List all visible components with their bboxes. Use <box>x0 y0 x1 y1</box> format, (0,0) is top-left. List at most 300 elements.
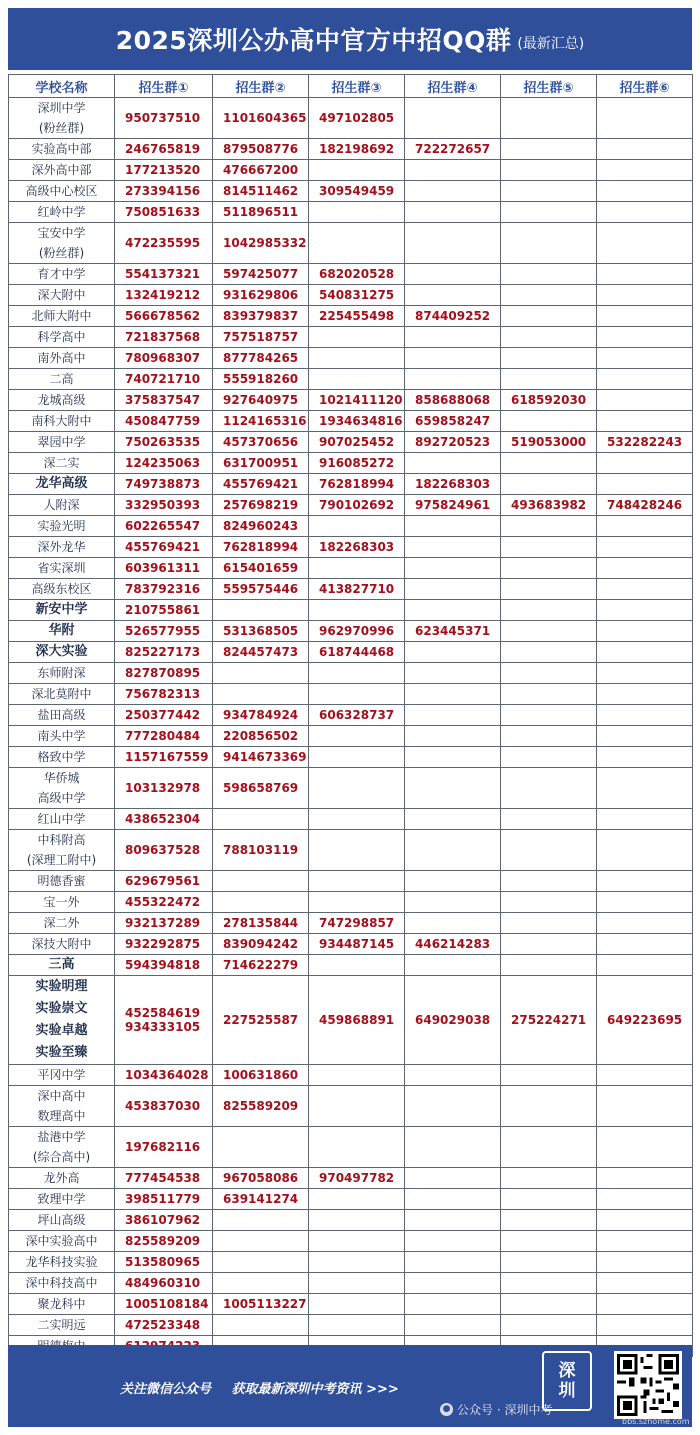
school-name-line: 实验光明 <box>37 519 86 533</box>
table-row <box>9 1127 693 1168</box>
qq-group-number-2: 839094242 <box>213 934 309 955</box>
qq-group-number-1: 453837030 <box>115 1086 213 1127</box>
qq-group-number-1: 554137321 <box>115 264 213 285</box>
qq-group-number-3: 934487145 <box>309 934 405 955</box>
page-title: 2025深圳公办高中官方中招QQ群 <box>115 26 512 55</box>
qq-group-number-3 <box>309 768 405 809</box>
qq-group-number-5 <box>501 1252 597 1273</box>
table-row <box>9 747 693 768</box>
school-name <box>9 264 115 285</box>
qq-group-number-2: 455769421 <box>213 474 309 495</box>
qq-group-number-3: 762818994 <box>309 474 405 495</box>
table-row <box>9 1189 693 1210</box>
qq-group-number-2: 825589209 <box>213 1086 309 1127</box>
school-name-line: 南外高中 <box>37 351 86 365</box>
table-row <box>9 1252 693 1273</box>
school-name <box>9 705 115 726</box>
qq-group-number-5: 275224271 <box>501 976 597 1065</box>
qq-group-number-1: 780968307 <box>115 348 213 369</box>
qq-group-number-4 <box>405 160 501 181</box>
qq-group-number-1: 825227173 <box>115 642 213 663</box>
qq-group-number-1: 749738873 <box>115 474 213 495</box>
qq-group-number-6 <box>597 1273 693 1294</box>
qq-group-number-1: 197682116 <box>115 1127 213 1168</box>
qq-group-number-6 <box>597 809 693 830</box>
qq-group-number-5 <box>501 1065 597 1086</box>
school-name <box>9 747 115 768</box>
qq-group-number-6 <box>597 181 693 202</box>
school-name <box>9 809 115 830</box>
school-name-line: (粉丝群) <box>38 121 85 135</box>
qq-group-number-5 <box>501 934 597 955</box>
school-name <box>9 726 115 747</box>
qq-group-number-5 <box>501 369 597 390</box>
school-name-line: 深大实验 <box>35 644 88 659</box>
qq-group-number-2 <box>213 1252 309 1273</box>
school-name <box>9 139 115 160</box>
qq-group-number-3: 182198692 <box>309 139 405 160</box>
qq-group-number-1: 950737510 <box>115 98 213 139</box>
qq-group-number-2: 927640975 <box>213 390 309 411</box>
qq-group-number-5 <box>501 726 597 747</box>
school-name <box>9 537 115 558</box>
table-row <box>9 160 693 181</box>
qq-group-number-6 <box>597 830 693 871</box>
qq-group-number-5 <box>501 1189 597 1210</box>
qq-group-number-4: 182268303 <box>405 474 501 495</box>
school-name <box>9 411 115 432</box>
qq-group-number-4 <box>405 327 501 348</box>
qq-group-number-6 <box>597 139 693 160</box>
qq-group-number-2: 597425077 <box>213 264 309 285</box>
school-name-line: 东师附深 <box>37 666 86 680</box>
table-row <box>9 306 693 327</box>
header-group-4: 招生群④ <box>405 75 501 98</box>
qq-group-number-6 <box>597 684 693 705</box>
school-name-line: 高级中学 <box>37 791 86 805</box>
table-row <box>9 1231 693 1252</box>
qq-group-number-5 <box>501 306 597 327</box>
qq-group-number-4: 649029038 <box>405 976 501 1065</box>
qq-group-number-5: 493683982 <box>501 495 597 516</box>
qq-group-number-3: 497102805 <box>309 98 405 139</box>
table-row <box>9 223 693 264</box>
school-name-line: 红山中学 <box>37 812 86 826</box>
school-name <box>9 390 115 411</box>
qq-group-number-5 <box>501 684 597 705</box>
qq-group-number-3 <box>309 202 405 223</box>
qq-group-number-1: 777454538 <box>115 1168 213 1189</box>
qq-group-number-line: 934333105 <box>125 1020 201 1034</box>
school-name <box>9 1086 115 1127</box>
school-name-line: 翠园中学 <box>37 435 86 449</box>
qq-group-number-2: 1042985332 <box>213 223 309 264</box>
table-row <box>9 871 693 892</box>
school-name-line: 宝安中学 <box>37 226 86 240</box>
qq-group-number-1: 756782313 <box>115 684 213 705</box>
school-name <box>9 516 115 537</box>
qq-group-number-4 <box>405 1252 501 1273</box>
school-name-line: 宝一外 <box>43 895 80 909</box>
qq-group-number-3: 916085272 <box>309 453 405 474</box>
qq-group-number-2: 100631860 <box>213 1065 309 1086</box>
header-school-name: 学校名称 <box>9 75 115 98</box>
table-row <box>9 684 693 705</box>
qq-group-number-6 <box>597 264 693 285</box>
table-row <box>9 892 693 913</box>
table-row <box>9 913 693 934</box>
qq-group-number-4: 722272657 <box>405 139 501 160</box>
qq-group-number-5 <box>501 705 597 726</box>
qq-group-number-2: 757518757 <box>213 327 309 348</box>
school-name-line: 北师大附中 <box>31 309 92 323</box>
school-name-line: 深外龙华 <box>37 540 86 554</box>
table-row <box>9 768 693 809</box>
qq-group-number-5 <box>501 181 597 202</box>
qq-group-number-5 <box>501 1086 597 1127</box>
school-name-line: 深北莫附中 <box>31 687 92 701</box>
qq-group-number-6 <box>597 558 693 579</box>
qq-group-number-1: 455322472 <box>115 892 213 913</box>
qq-group-number-6 <box>597 160 693 181</box>
school-name-line: 数理高中 <box>37 1109 86 1123</box>
qq-group-number-2: 639141274 <box>213 1189 309 1210</box>
qq-group-number-2: 631700951 <box>213 453 309 474</box>
qq-group-number-3: 1021411120 <box>309 390 405 411</box>
qq-group-number-3 <box>309 684 405 705</box>
qq-group-number-4: 446214283 <box>405 934 501 955</box>
qq-group-number-1: 602265547 <box>115 516 213 537</box>
footer-slogan <box>120 1378 415 1397</box>
qq-group-number-2: 1005113227 <box>213 1294 309 1315</box>
qq-group-table <box>8 74 693 1357</box>
qq-group-number-3 <box>309 726 405 747</box>
qq-group-number-5 <box>501 1294 597 1315</box>
qq-group-number-6 <box>597 1252 693 1273</box>
table-row <box>9 830 693 871</box>
qq-group-number-2: 9414673369 <box>213 747 309 768</box>
table-row <box>9 264 693 285</box>
qq-group-number-1: 472235595 <box>115 223 213 264</box>
qq-group-number-1: 809637528 <box>115 830 213 871</box>
school-name-line: 深圳中学 <box>37 101 86 115</box>
qq-group-number-5: 618592030 <box>501 390 597 411</box>
school-name <box>9 348 115 369</box>
qq-group-number-2: 257698219 <box>213 495 309 516</box>
qq-group-number-1: 124235063 <box>115 453 213 474</box>
qq-group-number-1: 750851633 <box>115 202 213 223</box>
school-name-line: 人附深 <box>43 498 80 512</box>
qq-group-number-3 <box>309 516 405 537</box>
qq-group-number-1: 398511779 <box>115 1189 213 1210</box>
qq-group-number-1: 740721710 <box>115 369 213 390</box>
qq-group-number-2: 555918260 <box>213 369 309 390</box>
qq-group-number-2 <box>213 809 309 830</box>
qq-group-number-1: 450847759 <box>115 411 213 432</box>
qq-group-number-3 <box>309 955 405 976</box>
qq-group-number-3 <box>309 1273 405 1294</box>
qq-group-number-2 <box>213 871 309 892</box>
qq-group-number-3 <box>309 809 405 830</box>
footer-text-news: 获取最新深圳中考资讯 >>> <box>231 1382 399 1397</box>
qq-group-number-2: 457370656 <box>213 432 309 453</box>
school-name <box>9 432 115 453</box>
school-name-line: (粉丝群) <box>38 246 85 260</box>
school-name <box>9 1273 115 1294</box>
table-row <box>9 1315 693 1336</box>
qq-group-number-1: 629679561 <box>115 871 213 892</box>
qq-group-number-3: 970497782 <box>309 1168 405 1189</box>
qq-group-number-6 <box>597 223 693 264</box>
qq-group-number-4 <box>405 453 501 474</box>
qq-group-number-1: 210755861 <box>115 600 213 621</box>
school-name <box>9 1231 115 1252</box>
qq-group-number-4 <box>405 181 501 202</box>
header-group-3: 招生群③ <box>309 75 405 98</box>
qq-group-number-4: 623445371 <box>405 621 501 642</box>
school-name <box>9 871 115 892</box>
school-name <box>9 600 115 621</box>
qq-group-number-3 <box>309 1294 405 1315</box>
qq-group-number-6 <box>597 768 693 809</box>
table-row <box>9 934 693 955</box>
school-name <box>9 642 115 663</box>
qq-group-number-5 <box>501 160 597 181</box>
qq-group-number-5 <box>501 1273 597 1294</box>
qq-group-number-3 <box>309 1189 405 1210</box>
school-name-line: 格致中学 <box>37 750 86 764</box>
school-name-line: 中科附高 <box>37 833 86 847</box>
school-name-line: 龙华科技实验 <box>25 1255 98 1269</box>
school-name-line: 龙城高级 <box>37 393 86 407</box>
qq-group-number-1: 246765819 <box>115 139 213 160</box>
wechat-label-text: 公众号 · 深圳中考 <box>457 1403 553 1417</box>
header-banner <box>8 8 692 70</box>
qq-group-number-3 <box>309 327 405 348</box>
qq-group-number-6 <box>597 579 693 600</box>
qq-group-number-5 <box>501 871 597 892</box>
qq-group-number-4 <box>405 285 501 306</box>
qq-group-number-4 <box>405 579 501 600</box>
qq-group-number-4 <box>405 1210 501 1231</box>
table-row <box>9 600 693 621</box>
qq-group-number-4 <box>405 768 501 809</box>
table-row <box>9 558 693 579</box>
table-row <box>9 411 693 432</box>
table-row <box>9 181 693 202</box>
qq-group-number-6 <box>597 327 693 348</box>
qq-group-number-6 <box>597 98 693 139</box>
school-name <box>9 830 115 871</box>
qq-group-number-4 <box>405 98 501 139</box>
school-name-line: 坪山高级 <box>37 1213 86 1227</box>
qq-group-number-3: 309549459 <box>309 181 405 202</box>
school-name-line: 南头中学 <box>37 729 86 743</box>
qq-group-number-4 <box>405 663 501 684</box>
qq-group-number-5: 519053000 <box>501 432 597 453</box>
qq-group-number-3 <box>309 1127 405 1168</box>
school-name-line: (综合高中) <box>32 1150 91 1164</box>
table-row <box>9 1210 693 1231</box>
table-row <box>9 663 693 684</box>
qq-group-number-6 <box>597 285 693 306</box>
qq-group-number-3: 1934634816 <box>309 411 405 432</box>
qq-group-number-4 <box>405 1273 501 1294</box>
qq-group-number-6 <box>597 411 693 432</box>
qq-group-number-4 <box>405 871 501 892</box>
qq-group-number-6 <box>597 600 693 621</box>
qq-group-number-2: 598658769 <box>213 768 309 809</box>
school-name <box>9 1189 115 1210</box>
qq-group-number-1: 603961311 <box>115 558 213 579</box>
qq-group-number-3: 907025452 <box>309 432 405 453</box>
qq-group-number-6 <box>597 1294 693 1315</box>
qq-group-number-2: 1124165316 <box>213 411 309 432</box>
table-row <box>9 285 693 306</box>
qq-group-number-6 <box>597 202 693 223</box>
school-name <box>9 98 115 139</box>
qq-group-number-1: 721837568 <box>115 327 213 348</box>
school-name-line: 二高 <box>49 372 74 386</box>
qq-group-number-1: 438652304 <box>115 809 213 830</box>
qq-group-number-4 <box>405 202 501 223</box>
school-name <box>9 934 115 955</box>
qq-group-number-5 <box>501 913 597 934</box>
school-name <box>9 1294 115 1315</box>
qq-group-number-4 <box>405 747 501 768</box>
qq-group-number-5 <box>501 453 597 474</box>
qq-group-number-1: 177213520 <box>115 160 213 181</box>
qq-group-number-6 <box>597 369 693 390</box>
qq-group-number-6 <box>597 306 693 327</box>
shenzhen-logo <box>542 1351 592 1411</box>
qq-group-number-2: 931629806 <box>213 285 309 306</box>
qq-group-number-4: 874409252 <box>405 306 501 327</box>
school-name <box>9 202 115 223</box>
qq-group-number-5 <box>501 537 597 558</box>
qq-group-number-1: 1034364028 <box>115 1065 213 1086</box>
qq-group-number-6 <box>597 1315 693 1336</box>
qq-group-number-3 <box>309 600 405 621</box>
qq-group-number-1: 386107962 <box>115 1210 213 1231</box>
qq-group-number-5 <box>501 1168 597 1189</box>
qq-group-number-1: 132419212 <box>115 285 213 306</box>
school-name <box>9 1252 115 1273</box>
qq-group-number-3: 182268303 <box>309 537 405 558</box>
table-row <box>9 1065 693 1086</box>
qq-group-number-6 <box>597 390 693 411</box>
qq-group-number-6 <box>597 1065 693 1086</box>
qq-group-number-4 <box>405 726 501 747</box>
qq-group-number-3 <box>309 1210 405 1231</box>
school-name-line: 新安中学 <box>35 602 88 617</box>
school-name-line: 高级东校区 <box>31 582 92 596</box>
qq-group-number-4 <box>405 223 501 264</box>
qq-group-number-2 <box>213 684 309 705</box>
qq-group-number-2: 877784265 <box>213 348 309 369</box>
qq-group-number-4 <box>405 1315 501 1336</box>
qq-group-number-4 <box>405 1168 501 1189</box>
table-row <box>9 621 693 642</box>
qq-group-number-2 <box>213 663 309 684</box>
qq-group-number-6 <box>597 348 693 369</box>
header-group-5: 招生群⑤ <box>501 75 597 98</box>
qq-group-number-5 <box>501 139 597 160</box>
qq-group-number-3: 413827710 <box>309 579 405 600</box>
table-row <box>9 809 693 830</box>
school-name-line: 龙华高级 <box>35 476 88 491</box>
qq-group-number-5 <box>501 600 597 621</box>
qq-group-number-4: 858688068 <box>405 390 501 411</box>
qq-group-number-4 <box>405 516 501 537</box>
qq-group-number-2 <box>213 600 309 621</box>
school-name <box>9 892 115 913</box>
qq-group-number-4 <box>405 705 501 726</box>
qq-group-number-4 <box>405 264 501 285</box>
school-name <box>9 976 115 1065</box>
school-name-line: 致理中学 <box>37 1192 86 1206</box>
school-name <box>9 181 115 202</box>
qq-group-number-4 <box>405 1065 501 1086</box>
qq-group-number-3: 540831275 <box>309 285 405 306</box>
qq-group-number-3: 682020528 <box>309 264 405 285</box>
qq-group-number-2: 762818994 <box>213 537 309 558</box>
qq-group-number-2: 615401659 <box>213 558 309 579</box>
qq-group-number-1: 932292875 <box>115 934 213 955</box>
qq-group-number-2: 879508776 <box>213 139 309 160</box>
qq-group-number-3: 225455498 <box>309 306 405 327</box>
school-name-line: 红岭中学 <box>37 205 86 219</box>
qq-group-number-4 <box>405 369 501 390</box>
qq-group-number-1: 777280484 <box>115 726 213 747</box>
table-row <box>9 955 693 976</box>
school-name-line: 华附 <box>48 623 75 638</box>
table-header-row <box>9 75 693 98</box>
qq-group-number-4: 659858247 <box>405 411 501 432</box>
qq-group-number-4 <box>405 1127 501 1168</box>
school-name-line: 聚龙科中 <box>37 1297 86 1311</box>
qq-group-number-2: 967058086 <box>213 1168 309 1189</box>
table-row <box>9 369 693 390</box>
wechat-account-label <box>440 1401 552 1418</box>
qq-group-number-2: 227525587 <box>213 976 309 1065</box>
qq-group-number-1: 273394156 <box>115 181 213 202</box>
qq-group-number-4 <box>405 955 501 976</box>
qq-group-number-5 <box>501 1315 597 1336</box>
qq-group-number-1: 472523348 <box>115 1315 213 1336</box>
logo-char-2: 圳 <box>558 1381 576 1401</box>
qq-group-number-1: 526577955 <box>115 621 213 642</box>
qq-group-number-5 <box>501 579 597 600</box>
qq-group-number-1: 332950393 <box>115 495 213 516</box>
school-name <box>9 369 115 390</box>
table-row <box>9 976 693 1065</box>
school-name <box>9 621 115 642</box>
school-name-line: 龙外高 <box>43 1171 80 1185</box>
qq-group-number-5 <box>501 348 597 369</box>
table-row <box>9 705 693 726</box>
footer-banner <box>8 1345 692 1427</box>
qq-group-number-6 <box>597 453 693 474</box>
qq-group-number-5 <box>501 768 597 809</box>
qq-group-number-6 <box>597 1127 693 1168</box>
wechat-icon: ● <box>440 1403 453 1416</box>
school-name-line: 科学高中 <box>37 330 86 344</box>
qq-group-number-2: 531368505 <box>213 621 309 642</box>
qq-group-number-6 <box>597 474 693 495</box>
school-name <box>9 1127 115 1168</box>
table-row <box>9 98 693 139</box>
